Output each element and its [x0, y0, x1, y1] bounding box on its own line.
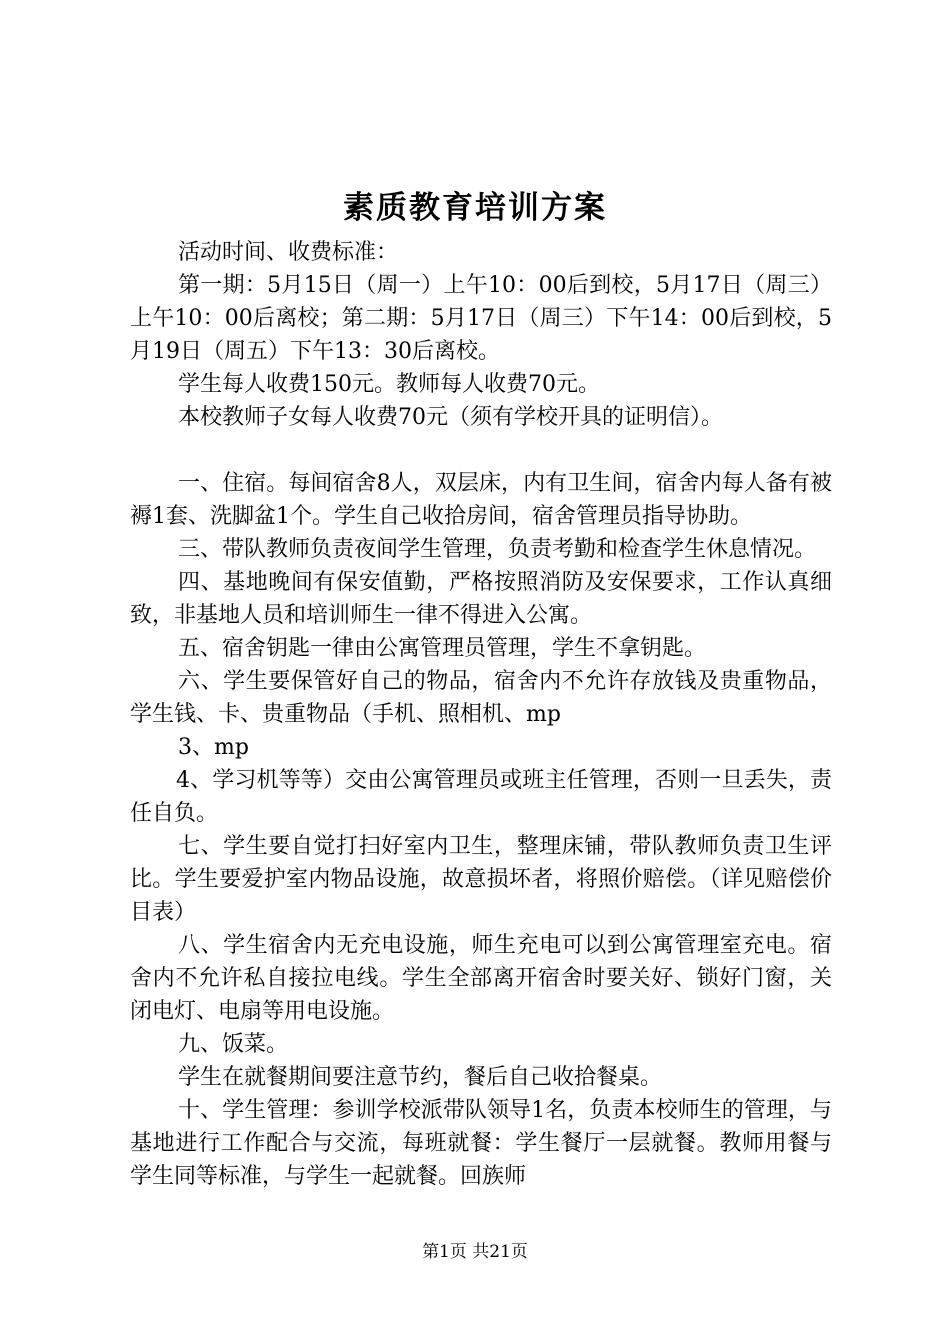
paragraph-schedule-heading: 活动时间、收费标准：	[178, 240, 399, 265]
paragraph-fees: 学生每人收费150元。教师每人收费70元。	[178, 372, 600, 397]
paragraph-schedule-dates: 第一期：5月15日（周一）上午10：00后到校，5月17日（周三）上午10：00后离校；第二期：5月17日（周三）下午14：00后到校，5月19日（周五）下午13：30后离校。	[130, 273, 832, 364]
paragraph-security: 四、基地晚间有保安值勤，严格按照消防及安保要求，工作认真细致，非基地人员和培训师生一律不得进入公寓。	[130, 570, 832, 628]
blank-line	[130, 434, 832, 467]
paragraph-keys: 五、宿舍钥匙一律由公寓管理员管理，学生不拿钥匙。	[178, 636, 707, 661]
document-body	[130, 236, 832, 1193]
paragraph-teacher-children-fee: 本校教师子女每人收费70元（须有学校开具的证明信）。	[178, 405, 723, 430]
paragraph-charging: 八、学生宿舍内无充电设施，师生充电可以到公寓管理室充电。宿舍内不允许私自接拉电线。学生全部离开宿舍时要关好、锁好门窗，关闭电灯、电扇等用电设施。	[130, 933, 832, 1024]
paragraph-student-management: 十、学生管理：参训学校派带队领导1名，负责本校师生的管理，与基地进行工作配合与交流，每班就餐：学生餐厅一层就餐。教师用餐与学生同等标准，与学生一起就餐。回族师	[130, 1098, 832, 1189]
page-number-footer: 第1页 共21页	[422, 1242, 528, 1262]
paragraph-belongings-cont-2: 4、学习机等等）交由公寓管理员或班主任管理，否则一旦丢失，责任自负。	[130, 768, 832, 826]
paragraph-belongings: 六、学生要保管好自己的物品，宿舍内不允许存放钱及贵重物品，学生钱、卡、贵重物品（手机、照相机、mp	[130, 669, 832, 727]
paragraph-accommodation: 一、住宿。每间宿舍8人，双层床，内有卫生间，宿舍内每人备有被褥1套、洗脚盆1个。学生自己收拾房间，宿舍管理员指导协助。	[130, 471, 832, 529]
paragraph-meal-conduct: 学生在就餐期间要注意节约，餐后自己收拾餐桌。	[178, 1065, 663, 1090]
paragraph-hygiene: 七、学生要自觉打扫好室内卫生，整理床铺，带队教师负责卫生评比。学生要爱护室内物品设施，故意损坏者，将照价赔偿。（详见赔偿价目表）	[130, 834, 832, 925]
paragraph-meals: 九、饭菜。	[178, 1032, 289, 1057]
paragraph-night-management: 三、带队教师负责夜间学生管理，负责考勤和检查学生休息情况。	[178, 537, 817, 562]
document-title: 素质教育培训方案	[343, 190, 607, 226]
paragraph-belongings-cont-1: 3、mp	[178, 735, 249, 760]
